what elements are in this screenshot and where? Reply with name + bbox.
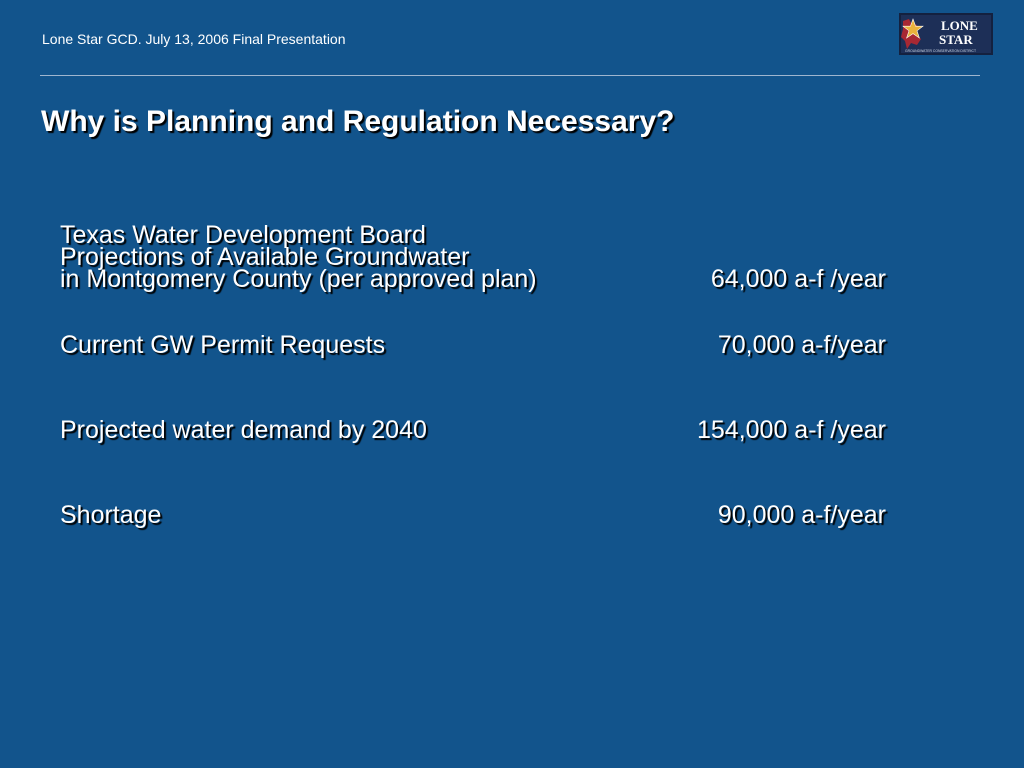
row-label-line: Texas Water Development Board <box>60 221 426 249</box>
slide-title: Why is Planning and Regulation Necessary? <box>41 105 675 138</box>
row-value: 90,000 a-f/year <box>717 501 886 529</box>
row-twdb-projection <box>60 214 886 293</box>
row-shortage <box>60 500 886 529</box>
row-value: 70,000 a-f/year <box>717 331 886 359</box>
lone-star-logo <box>899 13 993 55</box>
row-label-line: Projections of Available Groundwater <box>60 243 470 271</box>
logo-line1: LONE <box>941 18 978 33</box>
row-projected-demand <box>60 415 886 444</box>
row-label: Current GW Permit Requests <box>60 331 386 359</box>
logo-line2: STAR <box>939 32 973 47</box>
row-label <box>60 221 537 293</box>
logo-tagline: GROUNDWATER CONSERVATION DISTRICT <box>905 49 977 53</box>
header-divider <box>40 75 980 76</box>
row-label-line: in Montgomery County (per approved plan) <box>60 265 537 293</box>
presentation-header: Lone Star GCD. July 13, 2006 Final Presentation <box>42 31 346 47</box>
row-permit-requests <box>60 330 886 359</box>
row-label: Projected water demand by 2040 <box>60 416 427 444</box>
row-value: 154,000 a-f /year <box>696 416 886 444</box>
texas-star-logo-icon <box>899 13 993 55</box>
row-value: 64,000 a-f /year <box>710 265 886 293</box>
row-label: Shortage <box>60 501 162 529</box>
